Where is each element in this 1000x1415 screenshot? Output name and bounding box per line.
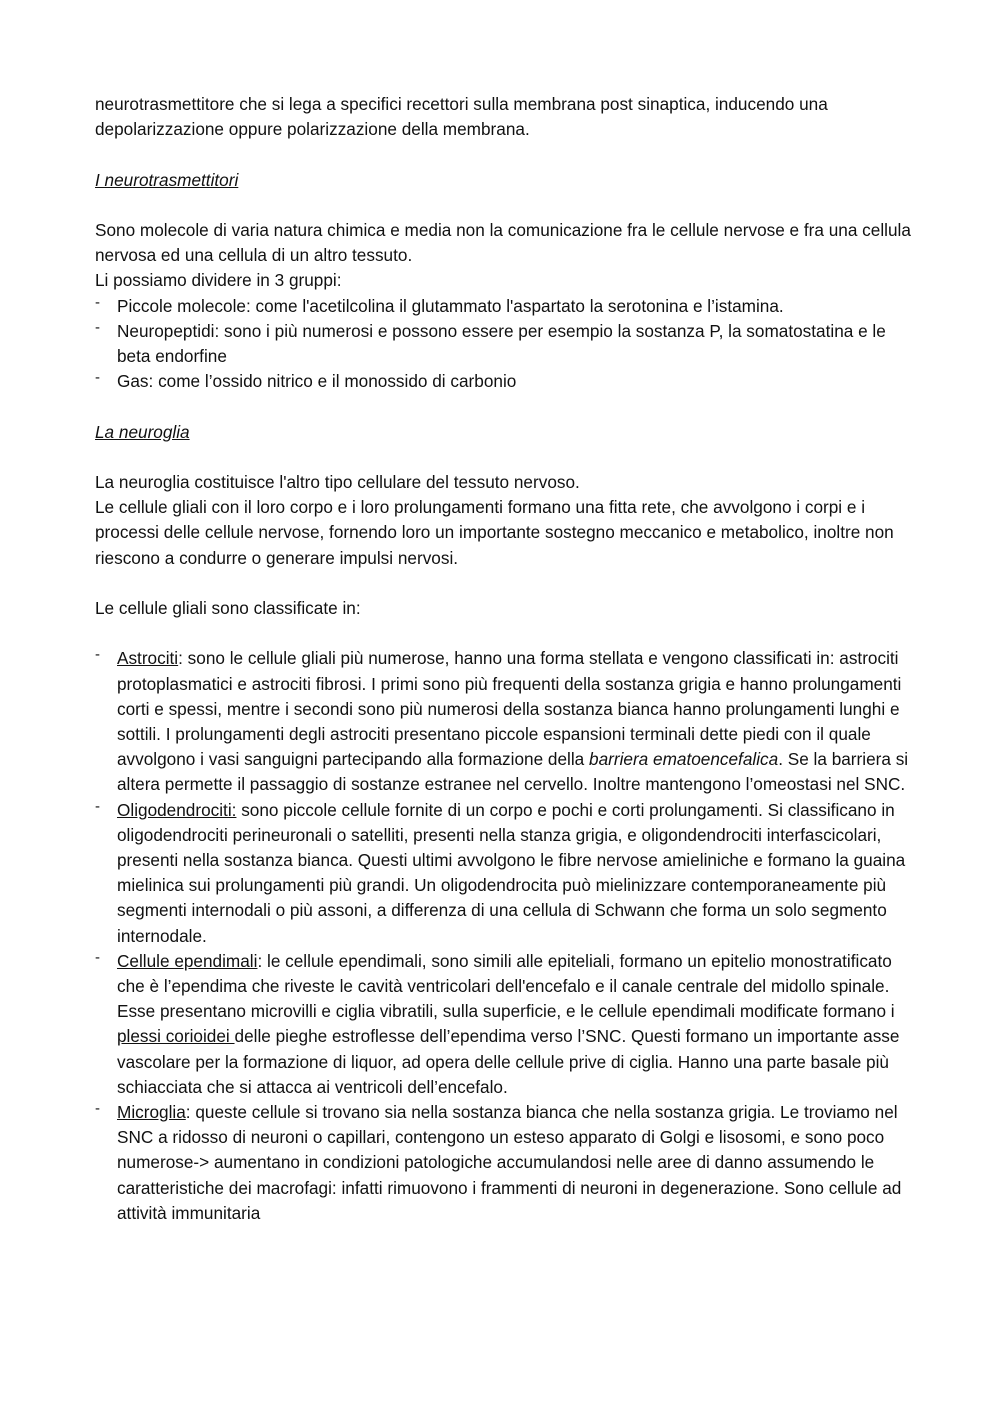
- intro-line-1: neurotrasmettitore che si lega a specifici recettori sulla membrana post sinaptica, inducendo una: [95, 94, 828, 114]
- neuroglia-paragraph-1: La neuroglia costituisce l'altro tipo cellulare del tessuto nervoso.: [95, 471, 580, 492]
- document-page: [95, 92, 915, 1226]
- term-microglia: Microglia: [117, 1102, 186, 1123]
- list-item-ependimali: [95, 949, 915, 1100]
- list-item: - Gas: come l’ossido nitrico e il monossido di carbonio: [95, 369, 915, 394]
- list-item: - Neuropeptidi: sono i più numerosi e possono essere per esempio la sostanza P, la somatostatina e le beta endorfine: [95, 319, 915, 369]
- oligodendrociti-text: sono piccole cellule fornite di un corpo e pochi e corti prolungamenti. Si classificano in oligodendrociti perineuronali o satelliti, presenti nella stanza grigia, e oligondendrociti interfascicolari, presenti nella sostanza bianca. Questi ultimi avvolgono le fibre nervose amieliniche e formano la guaina mielinica sui prolungamenti più grandi. Un oligodendrocita può mielinizzare contemporaneamente più segmenti internodali o più assoni, a differenza di una cellula di Schwann che forma un solo segmento internodale.: [117, 799, 906, 946]
- intro-line-2: depolarizzazione oppure polarizzazione della membrana.: [95, 119, 530, 140]
- glial-cell-list: [95, 646, 915, 1226]
- term-astrociti: Astrociti: [117, 648, 179, 669]
- intro-paragraph: [95, 92, 915, 142]
- term-oligodendrociti: Oligodendrociti:: [117, 799, 237, 820]
- groups-intro: Li possiamo dividere in 3 gruppi:: [95, 270, 342, 291]
- astrociti-text-a: : sono le cellule gliali più numerose, hanno una forma stellata e vengono classificati in: astrociti protoplasmatici e astrociti fibrosi. I primi sono più frequenti della sostanza grigia e hanno prolungamenti corti e spessi, mentre i secondi sono più numerosi della sostanza bianca hanno prolungamenti lunghi e sottili. I prolungamenti degli astrociti presentano piccole espansioni terminali dette piedi con il quale avvolgono i vasi sanguigni partecipando alla formazione della: [117, 648, 902, 770]
- neurotrasmettitori-list: [95, 294, 915, 395]
- list-item: - Piccole molecole: come l'acetilcolina il glutammato l'aspartato la serotonina e l’istamina.: [95, 294, 915, 319]
- neuroglia-paragraph-2: Le cellule gliali con il loro corpo e i loro prolungamenti formano una fitta rete, che avvolgono i corpi e i processi delle cellule nervose, fornendo loro un importante sostegno meccanico e metabolico, inoltre non riescono a condurre o generare impulsi nervosi.: [95, 497, 894, 568]
- ependimali-text-b: delle pieghe estroflesse dell’ependima verso l’SNC. Questi formano un importante asse vascolare per la formazione di liquor, ad opera delle cellule prive di ciglia. Hanno una parte basale più schiacciata che si attacca ai ventricoli dell’encefalo.: [117, 1026, 900, 1097]
- ependimali-text-a: : le cellule ependimali, sono simili alle epiteliali, formano un epitelio monostratificato che è l’ependima che riveste le cavità ventricolari dell'encefalo e il canale centrale del midollo spinale. Esse presentano microvilli e ciglia vibratili, sulla superficie, e le cellule ependimali modificate formano i: [117, 950, 895, 1022]
- classified-intro: Le cellule gliali sono classificate in:: [95, 597, 361, 618]
- microglia-text: : queste cellule si trovano sia nella sostanza bianca che nella sostanza grigia. Le troviamo nel SNC a ridosso di neuroni o capillari, contengono un esteso apparato di Golgi e lisosomi, e sono poco numerose-> aumentano in condizioni patologiche accumulandosi nelle aree di danno assumendo le caratteristiche dei macrofagi: infatti rimuovono i frammenti di neuroni in degenerazione. Sono cellule ad attività immunitaria: [117, 1102, 902, 1223]
- astrociti-italic: barriera ematoencefalica: [589, 749, 779, 770]
- neurotrasmettitori-paragraph: Sono molecole di varia natura chimica e media non la comunicazione fra le cellule nervose e fra una cellula nervosa ed una cellula di un altro tessuto.: [95, 219, 911, 266]
- ependimali-underlined: plessi corioidei: [117, 1026, 235, 1047]
- list-item-microglia: [95, 1100, 915, 1226]
- heading-neurotrasmettitori: I neurotrasmettitori: [95, 169, 239, 190]
- list-item-oligodendrociti: [95, 798, 915, 949]
- term-ependimali: Cellule ependimali: [117, 950, 258, 971]
- heading-neuroglia: La neuroglia: [95, 421, 190, 442]
- astrociti-text-b: . Se la barriera si altera permette il passaggio di sostanze estranee nel cervello. Inoltre mantengono l’omeostasi nel SNC.: [117, 749, 909, 795]
- list-item-astrociti: [95, 646, 915, 797]
